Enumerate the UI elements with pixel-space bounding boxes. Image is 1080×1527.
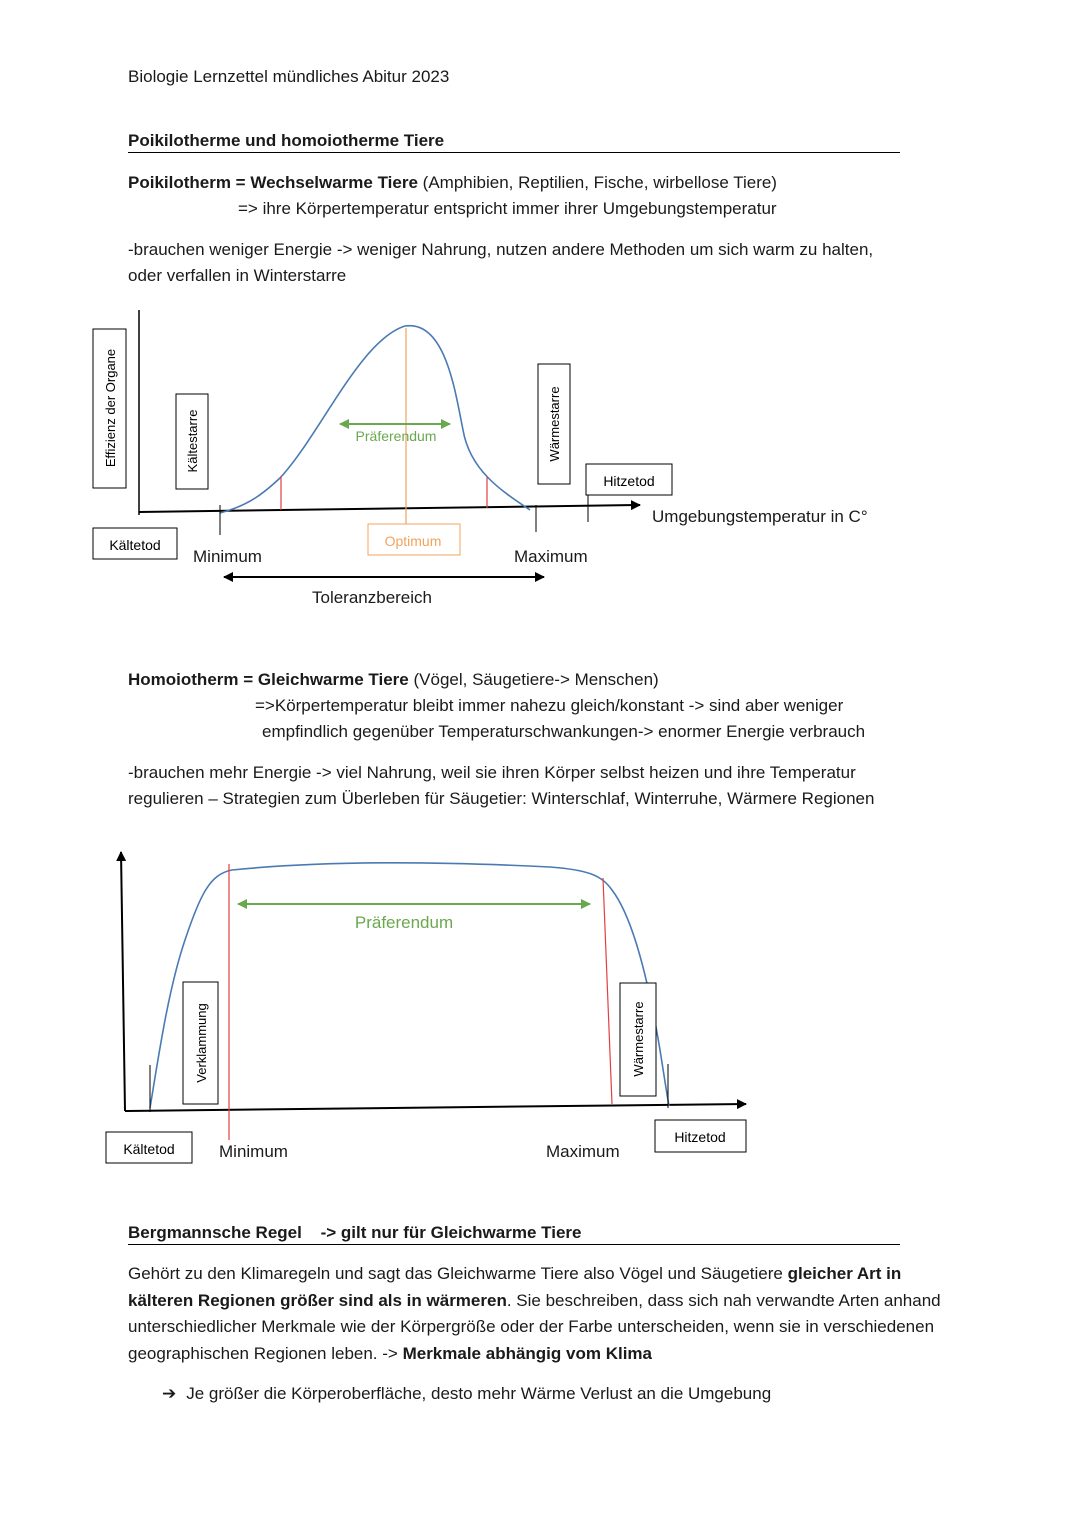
bergmann-text-bold-2: Merkmale abhängig vom Klima (402, 1343, 652, 1363)
kaeltetod-label: Kältetod (109, 537, 161, 553)
poikilotherm-term: Poikilotherm = Wechselwarme Tiere (128, 173, 418, 192)
minimum-label-2: Minimum (219, 1142, 288, 1161)
hitzetod-label: Hitzetod (603, 473, 655, 489)
bergmann-bullet (162, 1381, 771, 1407)
x-axis-2 (125, 1104, 746, 1111)
bergmann-text-a: Gehört zu den Klimaregeln und sagt das Gleichwarme Tiere also Vögel und Säugetiere (128, 1264, 788, 1283)
homoiotherm-term: Homoiotherm = Gleichwarme Tiere (128, 670, 409, 689)
preferendum-label: Präferendum (355, 428, 437, 444)
page-header-title: Biologie Lernzettel mündliches Abitur 2023 (128, 67, 450, 86)
kaeltetod-label-2: Kältetod (123, 1141, 175, 1157)
waermestarre-label-2: Wärmestarre (631, 1001, 646, 1077)
efficiency-curve-2 (150, 863, 669, 1108)
bergmann-text-c: . Sie beschreiben, dass sich nah verwandte Arten anhand unterschiedlicher Merkmale wie der Körpergröße oder der Farbe unterscheiden, wenn sie in verschiedenen geographischen Regionen leben. -> (128, 1290, 941, 1363)
homoiotherm-diagram (0, 840, 1080, 1180)
optimum-label: Optimum (384, 533, 442, 549)
y-axis-2 (121, 852, 125, 1111)
x-axis-label: Umgebungstemperatur in C° (652, 507, 868, 526)
bergmann-heading-title: Bergmannsche Regel (128, 1223, 302, 1242)
waermestarre-label: Wärmestarre (547, 386, 562, 462)
homoiotherm-definition (128, 667, 659, 693)
hitzetod-label-2: Hitzetod (674, 1129, 726, 1145)
poikilotherm-examples: (Amphibien, Reptilien, Fische, wirbellose Tiere) (422, 173, 777, 192)
preferendum-label-2: Präferendum (354, 913, 454, 932)
maximum-line-2 (603, 878, 612, 1104)
minimum-label: Minimum (193, 547, 262, 566)
poikilotherm-energy-line2: oder verfallen in Winterstarre (128, 266, 347, 285)
homoiotherm-consequence-2: empfindlich gegenüber Temperaturschwankungen-> enormer Energie verbrauch (262, 722, 866, 741)
bergmann-bullet-text: Je größer die Körperoberfläche, desto mehr Wärme Verlust an die Umgebung (186, 1384, 772, 1403)
bergmann-paragraph (128, 1261, 958, 1367)
arrow-bullet-icon: ➔ (162, 1384, 177, 1403)
poikilotherm-diagram (0, 300, 1080, 620)
section-heading-thermo: Poikilotherme und homoiotherme Tiere (128, 130, 900, 153)
poikilotherm-definition (128, 170, 777, 196)
maximum-label-2: Maximum (546, 1142, 620, 1161)
bergmann-heading-note: -> gilt nur für Gleichwarme Tiere (320, 1223, 582, 1242)
homoiotherm-energy-line2: regulieren – Strategien zum Überleben für Säugetier: Winterschlaf, Winterruhe, Wärmere Regionen (128, 789, 875, 808)
y-axis-label: Effizienz der Organe (103, 348, 118, 468)
homoiotherm-examples: (Vögel, Säugetiere-> Menschen) (413, 670, 659, 689)
homoiotherm-consequence-1: =>Körpertemperatur bleibt immer nahezu gleich/konstant -> sind aber weniger (255, 696, 844, 715)
homoiotherm-energy-line1: -brauchen mehr Energie -> viel Nahrung, weil sie ihren Körper selbst heizen und ihre Temperatur (128, 763, 856, 782)
tolerance-label: Toleranzbereich (311, 588, 433, 607)
x-axis (139, 505, 640, 512)
bergmann-text-bold-1: gleicher Art in kälteren Regionen größer sind als in wärmeren (128, 1264, 902, 1310)
kaeltestarre-label: Kältestarre (185, 409, 200, 473)
section-heading-bergmann (128, 1222, 900, 1245)
maximum-label: Maximum (514, 547, 588, 566)
poikilotherm-consequence: => ihre Körpertemperatur entspricht immer ihrer Umgebungstemperatur (238, 199, 777, 218)
verklammung-label: Verklammung (194, 1003, 209, 1083)
poikilotherm-energy-line1: -brauchen weniger Energie -> weniger Nahrung, nutzen andere Methoden um sich warm zu halten, (128, 240, 874, 259)
efficiency-curve (220, 326, 530, 513)
